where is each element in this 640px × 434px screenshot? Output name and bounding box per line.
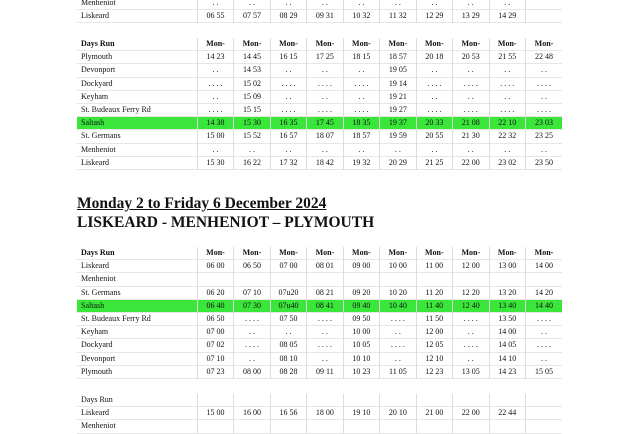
time-cell: 14 20 — [525, 286, 562, 299]
time-cell: 13 29 — [453, 10, 489, 23]
time-cell: 10 00 — [343, 326, 379, 339]
time-cell: . . — [307, 90, 343, 103]
time-cell: 15 00 — [197, 407, 233, 420]
time-cell: 22 00 — [453, 407, 489, 420]
time-cell: 12 00 — [453, 260, 489, 273]
time-cell: 07 02 — [197, 339, 233, 352]
time-cell: . . — [197, 143, 233, 156]
time-cell: . . — [197, 90, 233, 103]
days-run-cell: Mon- — [489, 247, 525, 260]
time-cell: 06 55 — [197, 10, 233, 23]
time-cell: 08 00 — [234, 365, 270, 378]
time-cell — [307, 394, 343, 407]
time-cell: 09 00 — [343, 260, 379, 273]
time-cell: 10 00 — [380, 260, 416, 273]
time-cell: 16 15 — [270, 51, 306, 64]
station-name: Keyham — [81, 327, 109, 337]
time-cell — [489, 394, 525, 407]
days-run-cell: Mon- — [489, 38, 525, 51]
time-cell: 18 57 — [380, 51, 416, 64]
time-cell: 10 10 — [343, 352, 379, 365]
time-cell: 06 20 — [197, 286, 233, 299]
days-run-cell: Mon- — [416, 38, 452, 51]
time-cell: . . — [525, 326, 562, 339]
time-cell: 15 52 — [234, 130, 270, 143]
time-cell: 06 40 — [197, 299, 233, 312]
table-row — [77, 313, 562, 326]
time-cell: 10 32 — [343, 10, 379, 23]
time-cell: 09 50 — [343, 313, 379, 326]
time-cell: 09 31 — [307, 10, 343, 23]
time-cell: 19 37 — [380, 117, 416, 130]
time-cell: 19 10 — [343, 407, 379, 420]
time-cell: 08 10 — [270, 352, 306, 365]
station-name: Menheniot — [81, 274, 116, 284]
days-run-cell: Mon- — [343, 247, 379, 260]
time-cell: 14 23 — [197, 51, 233, 64]
time-cell: 07 10 — [234, 286, 270, 299]
time-cell — [380, 394, 416, 407]
time-cell: 12 40 — [453, 299, 489, 312]
time-cell: . . — [489, 0, 525, 10]
time-cell: . . . . — [197, 104, 233, 117]
time-cell: 09 11 — [307, 365, 343, 378]
station-name: Dockyard — [81, 340, 113, 350]
table-row — [77, 339, 562, 352]
table-row — [77, 64, 562, 77]
time-cell: . . . . — [307, 77, 343, 90]
time-cell: 19 21 — [380, 90, 416, 103]
time-cell: . . — [197, 0, 233, 10]
time-cell: 11 05 — [380, 365, 416, 378]
time-cell: 08 01 — [307, 260, 343, 273]
time-cell — [197, 394, 233, 407]
time-cell — [453, 394, 489, 407]
time-cell: 22 32 — [489, 130, 525, 143]
table-row — [77, 156, 562, 169]
time-cell: 21 55 — [489, 51, 525, 64]
time-cell: . . . . — [307, 339, 343, 352]
table-row — [77, 394, 562, 407]
time-cell: 16 35 — [270, 117, 306, 130]
time-cell: . . — [307, 352, 343, 365]
top-timetable-fragment — [77, 0, 562, 23]
time-cell: 21 30 — [453, 130, 489, 143]
time-cell: . . — [489, 64, 525, 77]
time-cell: 06 50 — [197, 313, 233, 326]
time-cell: 15 30 — [197, 156, 233, 169]
station-name: St. Budeaux Ferry Rd — [81, 314, 151, 324]
time-cell: 17 25 — [307, 51, 343, 64]
header-row — [77, 247, 562, 260]
time-cell: 22 48 — [525, 51, 562, 64]
time-cell: 18 00 — [307, 407, 343, 420]
time-cell: . . . . — [525, 339, 562, 352]
days-run-label: Days Run — [81, 248, 115, 257]
time-cell: . . — [307, 143, 343, 156]
time-cell: 07 23 — [197, 365, 233, 378]
time-cell: 15 09 — [234, 90, 270, 103]
table-row — [77, 0, 562, 10]
table-row — [77, 130, 562, 143]
time-cell: 14 29 — [489, 10, 525, 23]
table-row — [77, 286, 562, 299]
time-cell: . . — [197, 64, 233, 77]
table-row — [77, 10, 562, 23]
time-cell: 16 57 — [270, 130, 306, 143]
time-cell: . . . . — [416, 104, 452, 117]
time-cell: . . — [380, 352, 416, 365]
header-row — [77, 38, 562, 51]
time-cell: 19 32 — [343, 156, 379, 169]
time-cell: . . — [525, 352, 562, 365]
station-name: St. Germans — [81, 287, 121, 297]
time-cell: . . . . — [525, 313, 562, 326]
time-cell — [525, 273, 562, 286]
table-row — [77, 407, 562, 420]
time-cell: 14 53 — [234, 64, 270, 77]
station-name: Saltash — [77, 117, 197, 130]
time-cell: 23 02 — [489, 156, 525, 169]
time-cell: 08 05 — [270, 339, 306, 352]
time-cell: . . . . — [525, 77, 562, 90]
time-cell: 07 50 — [270, 313, 306, 326]
time-cell: . . — [453, 90, 489, 103]
station-name: Menheniot — [81, 144, 116, 154]
time-cell: . . . . — [307, 313, 343, 326]
timetable-liskeard-plymouth — [77, 247, 562, 379]
time-cell: 16 00 — [234, 407, 270, 420]
time-cell — [416, 394, 452, 407]
time-cell: 15 00 — [197, 130, 233, 143]
station-name: Saltash — [77, 299, 197, 312]
time-cell: 19 14 — [380, 77, 416, 90]
station-name: St. Budeaux Ferry Rd — [81, 105, 151, 115]
time-cell: 07u40 — [270, 299, 306, 312]
time-cell: 07 00 — [270, 260, 306, 273]
time-cell: . . . . — [270, 104, 306, 117]
time-cell: 14 40 — [525, 299, 562, 312]
time-cell: 22 10 — [489, 117, 525, 130]
time-cell: 20 18 — [416, 51, 452, 64]
days-run-cell: Mon- — [416, 247, 452, 260]
time-cell: 11 32 — [380, 10, 416, 23]
time-cell: . . . . — [380, 313, 416, 326]
time-cell: . . — [416, 0, 452, 10]
days-run-cell: Mon- — [380, 38, 416, 51]
time-cell: 08 21 — [307, 286, 343, 299]
table-row — [77, 365, 562, 378]
timetable-liskeard-plymouth-continued — [77, 394, 562, 434]
time-cell — [307, 273, 343, 286]
time-cell: 18 42 — [307, 156, 343, 169]
days-run-cell: Mon- — [525, 38, 562, 51]
days-run-cell: Mon- — [197, 38, 233, 51]
table-row — [77, 117, 562, 130]
time-cell — [453, 273, 489, 286]
days-run-cell: Mon- — [453, 38, 489, 51]
time-cell: 15 05 — [525, 365, 562, 378]
time-cell: . . . . — [453, 77, 489, 90]
time-cell: 12 05 — [416, 339, 452, 352]
time-cell: . . — [343, 143, 379, 156]
time-cell: 13 40 — [489, 299, 525, 312]
time-cell: 21 25 — [416, 156, 452, 169]
time-cell: . . — [270, 143, 306, 156]
route-heading: LISKEARD - MENHENIOT – PLYMOUTH — [77, 214, 375, 231]
time-cell: . . — [343, 64, 379, 77]
time-cell: . . . . — [525, 104, 562, 117]
time-cell: . . . . — [453, 313, 489, 326]
days-run-cell: Mon- — [234, 38, 270, 51]
time-cell — [343, 273, 379, 286]
table-row — [77, 273, 562, 286]
time-cell — [270, 273, 306, 286]
time-cell — [197, 273, 233, 286]
time-cell: 12 00 — [416, 326, 452, 339]
time-cell — [525, 0, 562, 10]
days-run-cell: Mon- — [307, 38, 343, 51]
time-cell: 20 10 — [380, 407, 416, 420]
time-cell: . . . . — [343, 104, 379, 117]
table-row — [77, 326, 562, 339]
time-cell: . . — [270, 0, 306, 10]
time-cell: 11 20 — [416, 286, 452, 299]
table-row — [77, 299, 562, 312]
station-name: Devonport — [81, 65, 116, 75]
time-cell: . . . . — [489, 104, 525, 117]
station-name: Devonport — [81, 353, 116, 363]
days-run-cell: Mon- — [197, 247, 233, 260]
days-run-cell: Mon- — [270, 247, 306, 260]
days-run-cell: Mon- — [307, 247, 343, 260]
time-cell: . . — [234, 352, 270, 365]
table-row — [77, 260, 562, 273]
time-cell: 18 35 — [343, 117, 379, 130]
time-cell: 14 23 — [489, 365, 525, 378]
time-cell: . . — [453, 64, 489, 77]
time-cell: . . — [343, 0, 379, 10]
time-cell: 17 45 — [307, 117, 343, 130]
time-cell — [234, 273, 270, 286]
time-cell: . . — [307, 326, 343, 339]
time-cell: 15 30 — [234, 117, 270, 130]
time-cell: . . — [380, 143, 416, 156]
time-cell: 07 57 — [234, 10, 270, 23]
time-cell: . . — [234, 326, 270, 339]
time-cell: . . — [307, 0, 343, 10]
time-cell: 12 29 — [416, 10, 452, 23]
time-cell: 15 15 — [234, 104, 270, 117]
time-cell: 20 29 — [380, 156, 416, 169]
time-cell: . . — [453, 326, 489, 339]
time-cell: 19 27 — [380, 104, 416, 117]
time-cell: 10 40 — [380, 299, 416, 312]
time-cell: . . . . — [234, 339, 270, 352]
time-cell: 10 20 — [380, 286, 416, 299]
time-cell: 11 00 — [416, 260, 452, 273]
time-cell: 18 57 — [343, 130, 379, 143]
time-cell: 06 00 — [197, 260, 233, 273]
time-cell: 14 00 — [525, 260, 562, 273]
time-cell: 06 50 — [234, 260, 270, 273]
days-run-cell: Mon- — [380, 247, 416, 260]
time-cell: . . — [234, 0, 270, 10]
table-row — [77, 104, 562, 117]
time-cell: . . — [416, 64, 452, 77]
time-cell: 21 08 — [453, 117, 489, 130]
time-cell: 08 28 — [270, 365, 306, 378]
time-cell: 07 00 — [197, 326, 233, 339]
table-row — [77, 51, 562, 64]
time-cell: 07 10 — [197, 352, 233, 365]
station-name: Liskeard — [81, 261, 109, 271]
time-cell: . . . . — [270, 77, 306, 90]
time-cell: 22 44 — [489, 407, 525, 420]
time-cell — [343, 394, 379, 407]
time-cell: . . — [380, 0, 416, 10]
time-cell: . . . . — [489, 77, 525, 90]
time-cell — [416, 273, 452, 286]
time-cell: 10 23 — [343, 365, 379, 378]
station-name: Liskeard — [81, 408, 109, 418]
time-cell: . . — [525, 64, 562, 77]
date-heading: Monday 2 to Friday 6 December 2024 — [77, 195, 327, 212]
time-cell — [525, 407, 562, 420]
time-cell: 09 20 — [343, 286, 379, 299]
time-cell: . . . . — [380, 339, 416, 352]
time-cell — [525, 394, 562, 407]
time-cell: 12 20 — [453, 286, 489, 299]
time-cell: 23 25 — [525, 130, 562, 143]
time-cell: 19 59 — [380, 130, 416, 143]
time-cell: . . — [343, 90, 379, 103]
time-cell: 13 50 — [489, 313, 525, 326]
time-cell: 23 50 — [525, 156, 562, 169]
time-cell: . . — [453, 0, 489, 10]
time-cell: 14 10 — [489, 352, 525, 365]
time-cell: 23 03 — [525, 117, 562, 130]
time-cell: . . . . — [234, 313, 270, 326]
time-cell: 13 20 — [489, 286, 525, 299]
time-cell: 14 00 — [489, 326, 525, 339]
time-cell: 12 10 — [416, 352, 452, 365]
time-cell: 18 07 — [307, 130, 343, 143]
time-cell: . . — [416, 143, 452, 156]
table-row — [77, 90, 562, 103]
time-cell: . . — [489, 143, 525, 156]
time-cell: . . — [489, 90, 525, 103]
time-cell: 11 50 — [416, 313, 452, 326]
time-cell: 08 29 — [270, 10, 306, 23]
days-run-cell: Mon- — [453, 247, 489, 260]
table-row — [77, 352, 562, 365]
time-cell: 19 05 — [380, 64, 416, 77]
time-cell: 14 05 — [489, 339, 525, 352]
table-row — [77, 143, 562, 156]
station-name: Menheniot — [81, 0, 116, 7]
time-cell: 20 53 — [453, 51, 489, 64]
station-name: Keyham — [81, 91, 109, 101]
station-name: Menheniot — [81, 421, 116, 431]
time-cell: 20 55 — [416, 130, 452, 143]
time-cell: . . — [525, 90, 562, 103]
time-cell: . . — [453, 352, 489, 365]
time-cell: 13 05 — [453, 365, 489, 378]
time-cell: 07u20 — [270, 286, 306, 299]
days-run-cell: Mon- — [343, 38, 379, 51]
station-name: St. Germans — [81, 131, 121, 141]
time-cell — [270, 394, 306, 407]
time-cell: 18 15 — [343, 51, 379, 64]
station-name: Days Run — [81, 395, 113, 404]
time-cell: 15 02 — [234, 77, 270, 90]
station-name: Dockyard — [81, 78, 113, 88]
time-cell: . . — [453, 143, 489, 156]
time-cell: 09 40 — [343, 299, 379, 312]
time-cell: 12 23 — [416, 365, 452, 378]
time-cell — [380, 273, 416, 286]
time-cell: 13 00 — [489, 260, 525, 273]
days-run-cell: Mon- — [270, 38, 306, 51]
time-cell: 14 45 — [234, 51, 270, 64]
time-cell: . . — [525, 143, 562, 156]
time-cell: . . . . — [197, 77, 233, 90]
time-cell: . . — [270, 64, 306, 77]
time-cell — [234, 394, 270, 407]
days-run-cell: Mon- — [525, 247, 562, 260]
time-cell: 20 33 — [416, 117, 452, 130]
time-cell: 16 56 — [270, 407, 306, 420]
time-cell: . . — [307, 64, 343, 77]
time-cell: . . — [234, 143, 270, 156]
time-cell: 08 41 — [307, 299, 343, 312]
station-name: Plymouth — [81, 52, 113, 62]
time-cell: . . — [380, 326, 416, 339]
time-cell — [525, 10, 562, 23]
station-name: Plymouth — [81, 366, 113, 376]
timetable-plymouth-liskeard — [77, 38, 562, 170]
time-cell: 14 38 — [197, 117, 233, 130]
time-cell: . . . . — [343, 77, 379, 90]
table-row — [77, 77, 562, 90]
days-run-label: Days Run — [81, 39, 115, 48]
time-cell: . . . . — [307, 104, 343, 117]
time-cell: 17 32 — [270, 156, 306, 169]
station-name: Liskeard — [81, 11, 109, 21]
time-cell: . . . . — [453, 339, 489, 352]
time-cell: 22 00 — [453, 156, 489, 169]
time-cell: 07 30 — [234, 299, 270, 312]
time-cell: 16 22 — [234, 156, 270, 169]
time-cell: . . . . — [453, 104, 489, 117]
time-cell: 11 40 — [416, 299, 452, 312]
time-cell — [489, 273, 525, 286]
time-cell: . . — [416, 90, 452, 103]
time-cell: 10 05 — [343, 339, 379, 352]
days-run-cell: Mon- — [234, 247, 270, 260]
time-cell: . . — [270, 90, 306, 103]
time-cell: 21 00 — [416, 407, 452, 420]
station-name: Liskeard — [81, 157, 109, 167]
time-cell: . . . . — [416, 77, 452, 90]
time-cell: . . — [270, 326, 306, 339]
